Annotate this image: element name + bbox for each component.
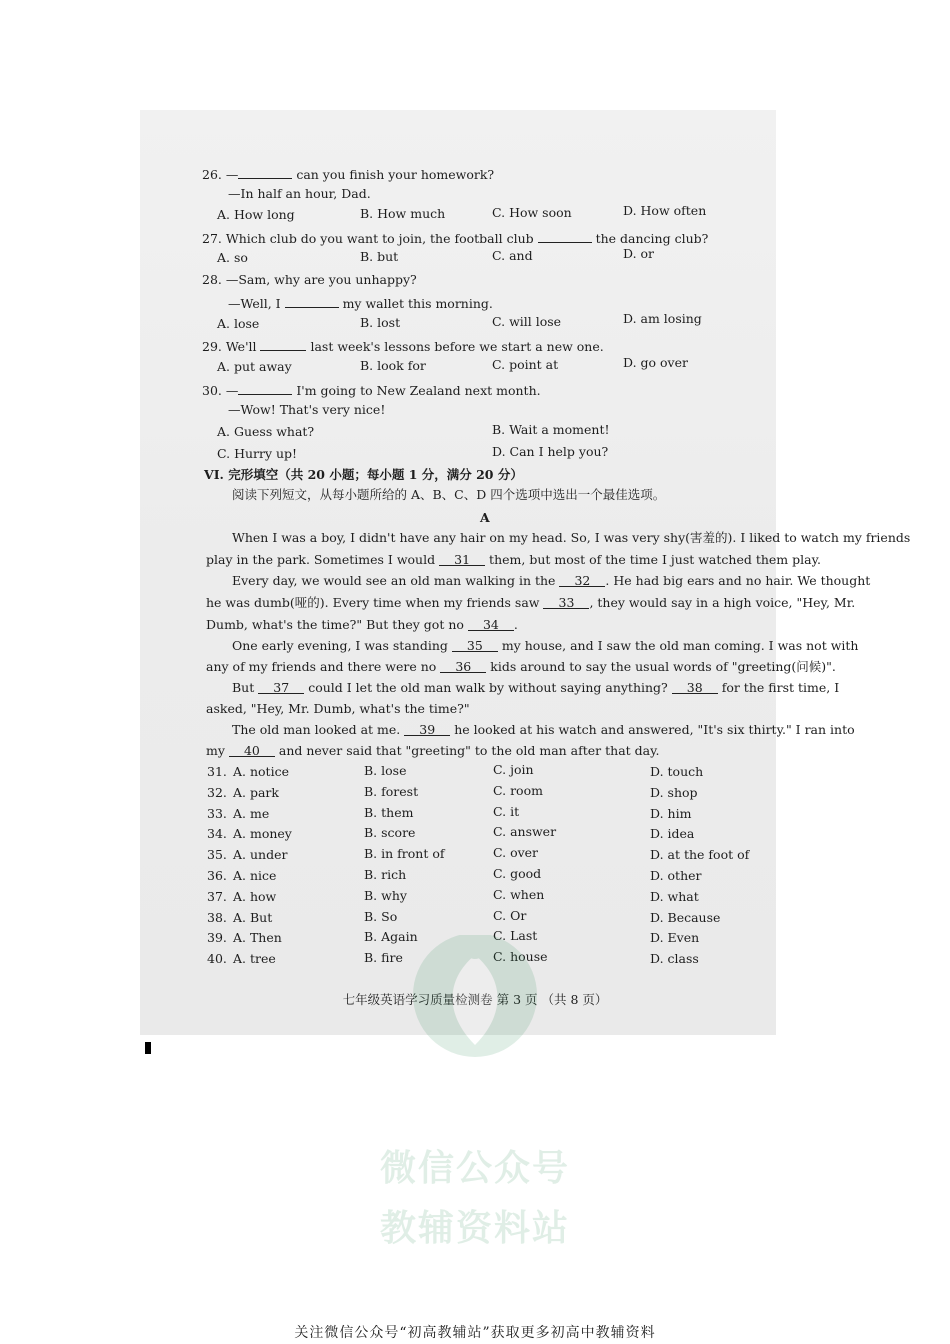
- option-b: B. Again: [364, 929, 418, 945]
- passage-line: One early evening, I was standing 35 my house, and I saw the old man coming. I was not with: [232, 638, 859, 653]
- passage-line: The old man looked at me. 39 he looked at his watch and answered, "It's six thirty." I ran into: [232, 722, 855, 737]
- option-c: C. house: [493, 949, 548, 965]
- option-c: C. it: [493, 803, 520, 819]
- question-26-reply: —In half an hour, Dad.: [228, 186, 371, 201]
- passage-line: Dumb, what's the time?" But they got no 34 .: [206, 617, 518, 632]
- blank-40: 40: [229, 743, 275, 757]
- section-title: VI. 完形填空（共 20 小题；每小题 1 分，满分 20 分）: [204, 467, 523, 482]
- option-c: C. over: [493, 845, 539, 861]
- option-30-b: B. Wait a moment!: [492, 422, 610, 437]
- option-b: B. So: [364, 908, 398, 924]
- option-26-a: A. How long: [217, 207, 295, 222]
- question-26: 26. — can you finish your homework?: [202, 167, 495, 182]
- answer-blank: [260, 337, 306, 351]
- option-d: D. Even: [650, 930, 700, 946]
- option-d: D. at the foot of: [650, 847, 750, 863]
- passage-line: asked, "Hey, Mr. Dumb, what's the time?": [206, 701, 470, 716]
- option-26-b: B. How much: [360, 206, 446, 221]
- option-b: B. fire: [364, 950, 403, 966]
- option-a: A. notice: [233, 764, 289, 779]
- option-b: B. rich: [364, 867, 407, 882]
- option-d: D. him: [650, 805, 692, 821]
- option-a: A. under: [233, 847, 288, 863]
- option-d: D. idea: [650, 826, 695, 842]
- passage-line: my 40 and never said that "greeting" to the old man after that day.: [206, 743, 660, 758]
- option-number: 31.: [207, 764, 227, 779]
- passage-line: Every day, we would see an old man walking in the 32 . He had big ears and no hair. We thought: [232, 573, 871, 588]
- option-30-a: A. Guess what?: [217, 424, 315, 439]
- blank-32: 32: [559, 573, 605, 587]
- question-28: 28. —Sam, why are you unhappy?: [202, 272, 417, 287]
- passage-label: A: [480, 510, 490, 525]
- option-29-c: C. point at: [492, 357, 559, 372]
- option-29-d: D. go over: [623, 355, 688, 370]
- question-30-reply: —Wow! That's very nice!: [228, 402, 386, 417]
- option-d: D. what: [650, 888, 699, 904]
- blank-35: 35: [452, 638, 498, 652]
- blank-33: 33: [543, 595, 589, 609]
- answer-blank: [238, 381, 292, 395]
- passage-line: But 37 could I let the old man walk by without saying anything? 38 for the first time, I: [232, 680, 840, 695]
- watermark-line1: 微信公众号: [379, 1148, 570, 1189]
- option-27-b: B. but: [360, 249, 399, 264]
- scan-mark: [145, 1042, 151, 1054]
- watermark-line2: 教辅资料站: [379, 1208, 570, 1249]
- blank-38: 38: [672, 680, 718, 694]
- option-30-d: D. Can I help you?: [492, 444, 609, 459]
- blank-37: 37: [258, 680, 304, 694]
- option-a: A. how: [233, 888, 277, 904]
- option-a: A. money: [233, 826, 292, 842]
- option-number: 35.: [207, 847, 227, 863]
- option-b: B. why: [364, 887, 407, 903]
- answer-blank: [538, 229, 592, 243]
- option-a: A. But: [233, 909, 273, 925]
- option-d: D. other: [650, 868, 702, 883]
- option-a: A. me: [233, 805, 270, 821]
- blank-36: 36: [440, 659, 486, 673]
- option-c: C. join: [493, 762, 534, 777]
- option-a: A. nice: [233, 868, 277, 883]
- option-number: 38.: [207, 909, 227, 925]
- option-d: D. Because: [650, 909, 721, 925]
- bottom-note: 关注微信公众号“初高教辅站”获取更多初高中教辅资料: [294, 1325, 656, 1341]
- option-28-b: B. lost: [360, 315, 401, 330]
- option-number: 37.: [207, 888, 227, 904]
- blank-39: 39: [404, 722, 450, 736]
- option-26-c: C. How soon: [492, 205, 572, 220]
- option-b: B. lose: [364, 763, 407, 778]
- option-number: 32.: [207, 784, 227, 800]
- answer-blank: [238, 165, 292, 179]
- answer-blank: [285, 294, 339, 308]
- blank-31: 31: [439, 552, 485, 566]
- option-27-a: A. so: [217, 250, 248, 265]
- passage-line: When I was a boy, I didn't have any hair on my head. So, I was very shy(害羞的). I liked to watch my friends: [232, 530, 911, 545]
- option-b: B. them: [364, 804, 414, 820]
- question-29: 29. We'll last week's lessons before we start a new one.: [202, 339, 604, 354]
- option-27-d: D. or: [623, 246, 655, 261]
- passage-line: play in the park. Sometimes I would 31 them, but most of the time I just watched them play.: [206, 552, 821, 567]
- option-number: 33.: [207, 805, 227, 821]
- option-29-a: A. put away: [217, 359, 292, 374]
- option-b: B. score: [364, 825, 416, 841]
- passage-line: any of my friends and there were no 36 kids around to say the usual words of "greeting(问候)".: [206, 659, 836, 674]
- option-number: 36.: [207, 868, 227, 883]
- option-d: D. touch: [650, 764, 704, 779]
- option-c: C. Or: [493, 907, 527, 923]
- option-d: D. shop: [650, 784, 698, 800]
- option-c: C. when: [493, 886, 545, 902]
- option-c: C. answer: [493, 824, 557, 840]
- question-27: 27. Which club do you want to join, the football club the dancing club?: [202, 231, 709, 246]
- option-29-b: B. look for: [360, 358, 426, 373]
- option-26-d: D. How often: [623, 203, 707, 218]
- option-30-c: C. Hurry up!: [217, 446, 298, 461]
- option-b: B. forest: [364, 783, 419, 799]
- option-number: 39.: [207, 930, 227, 946]
- option-b: B. in front of: [364, 846, 445, 862]
- option-number: 34.: [207, 826, 227, 842]
- option-d: D. class: [650, 951, 699, 967]
- option-a: A. park: [233, 784, 279, 800]
- question-28-reply: —Well, I my wallet this morning.: [228, 296, 493, 311]
- question-30: 30. — I'm going to New Zealand next month.: [202, 383, 541, 398]
- option-c: C. good: [493, 866, 542, 881]
- option-27-c: C. and: [492, 248, 533, 263]
- page-footer: 七年级英语学习质量检测卷 第 3 页 （共 8 页）: [342, 992, 608, 1007]
- option-28-c: C. will lose: [492, 314, 562, 329]
- section-instruction: 阅读下列短文，从每小题所给的 A、B、C、D 四个选项中选出一个最佳选项。: [232, 487, 666, 502]
- blank-34: 34: [468, 617, 514, 631]
- option-a: A. Then: [233, 930, 282, 946]
- option-c: C. Last: [493, 928, 538, 944]
- option-28-a: A. lose: [217, 316, 260, 331]
- option-a: A. tree: [233, 951, 276, 967]
- option-28-d: D. am losing: [623, 311, 702, 326]
- option-c: C. room: [493, 782, 543, 798]
- passage-line: he was dumb(哑的). Every time when my friends saw 33 , they would say in a high voice, "Hey, Mr.: [206, 595, 856, 610]
- option-number: 40.: [207, 951, 227, 967]
